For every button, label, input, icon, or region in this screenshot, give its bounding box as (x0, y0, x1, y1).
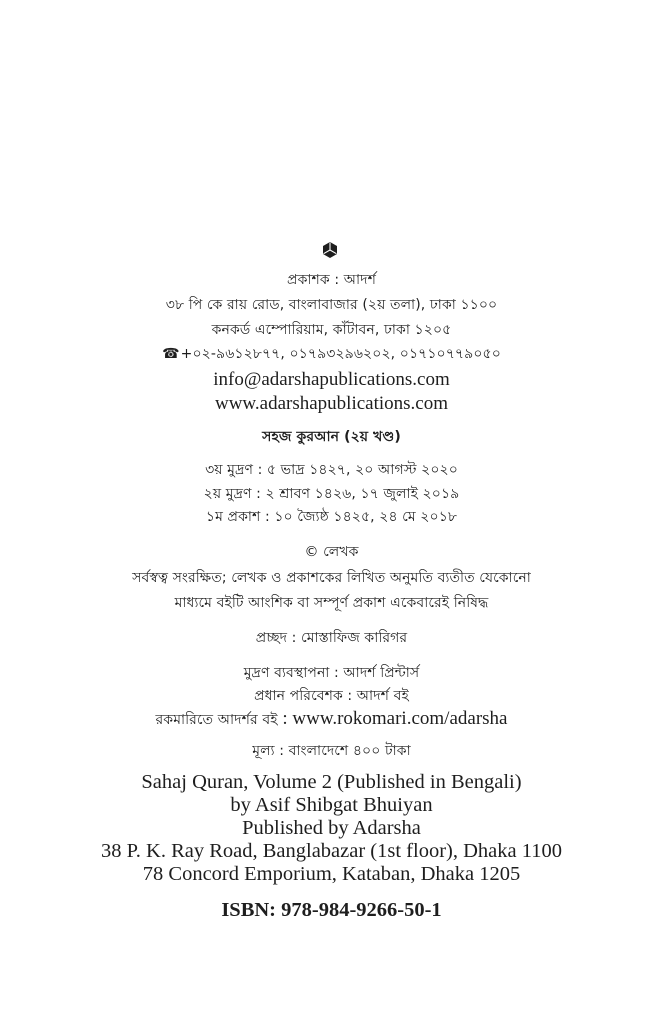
copyright-notice-line-2: মাধ্যমে বইটি আংশিক বা সম্পূর্ণ প্রকাশ একেবারেই নিষিদ্ধ (174, 595, 489, 611)
publisher-phone-line (0, 347, 663, 361)
publisher-address-1: ৩৮ পি কে রায় রোড, বাংলাবাজার (২য় তলা), ঢাকা ১১০০ (165, 297, 498, 313)
printing-management: মুদ্রণ ব্যবস্থাপনা : আদর্শ প্রিন্টার্স (243, 665, 420, 681)
english-author: by Asif Shibgat Bhuiyan (230, 794, 433, 816)
copyright-holder: © লেখক (304, 544, 359, 560)
edition-first-publication: ১ম প্রকাশ : ১০ জ্যৈষ্ঠ ১৪২৫, ২৪ মে ২০১৮ (205, 509, 458, 525)
phone-numbers: +০২-৯৬১২৮৭৭, ০১৭৯৩২৯৬২০২, ০১৭১০৭৭৯০৫০ (180, 346, 501, 362)
publisher-line: প্রকাশক : আদর্শ (287, 272, 376, 288)
publisher-website[interactable]: www.adarshapublications.com (214, 393, 449, 414)
rokomari-label: রকমারিতে আদর্শর বই (155, 712, 278, 728)
rokomari-line (0, 709, 663, 728)
phone-icon: ☎ (162, 346, 180, 362)
publisher-address-2: কনকর্ড এম্পোরিয়াম, কাঁটাবন, ঢাকা ১২০৫ (211, 322, 452, 338)
book-title: সহজ কুরআন (২য় খণ্ড) (262, 429, 401, 445)
price: মূল্য : বাংলাদেশে ৪০০ টাকা (252, 743, 411, 759)
english-title: Sahaj Quran, Volume 2 (Published in Bengali) (141, 771, 522, 793)
cover-designer: প্রচ্ছদ : মোস্তাফিজ কারিগর (255, 630, 408, 646)
edition-third-print: ৩য় মুদ্রণ : ৫ ভাদ্র ১৪২৭, ২০ আগস্ট ২০২০ (205, 462, 458, 478)
isbn: ISBN: 978-984-9266-50-1 (221, 899, 442, 921)
english-address-2: 78 Concord Emporium, Kataban, Dhaka 1205 (142, 863, 521, 885)
publisher-email[interactable]: info@adarshapublications.com (213, 369, 450, 390)
edition-second-print: ২য় মুদ্রণ : ২ শ্রাবণ ১৪২৬, ১৭ জুলাই ২০১৯ (203, 486, 460, 502)
copyright-notice-line-1: সর্বস্বত্ব সংরক্ষিত; লেখক ও প্রকাশকের লিখিত অনুমতি ব্যতীত যেকোনো (132, 570, 531, 586)
english-publisher: Published by Adarsha (242, 817, 421, 839)
chief-distributor: প্রধান পরিবেশক : আদর্শ বই (254, 688, 409, 704)
publisher-logo-cube-icon (321, 241, 339, 259)
rokomari-url[interactable]: : www.rokomari.com/adarsha (277, 708, 508, 729)
english-address-1: 38 P. K. Ray Road, Banglabazar (1st floor), Dhaka 1100 (101, 840, 562, 862)
